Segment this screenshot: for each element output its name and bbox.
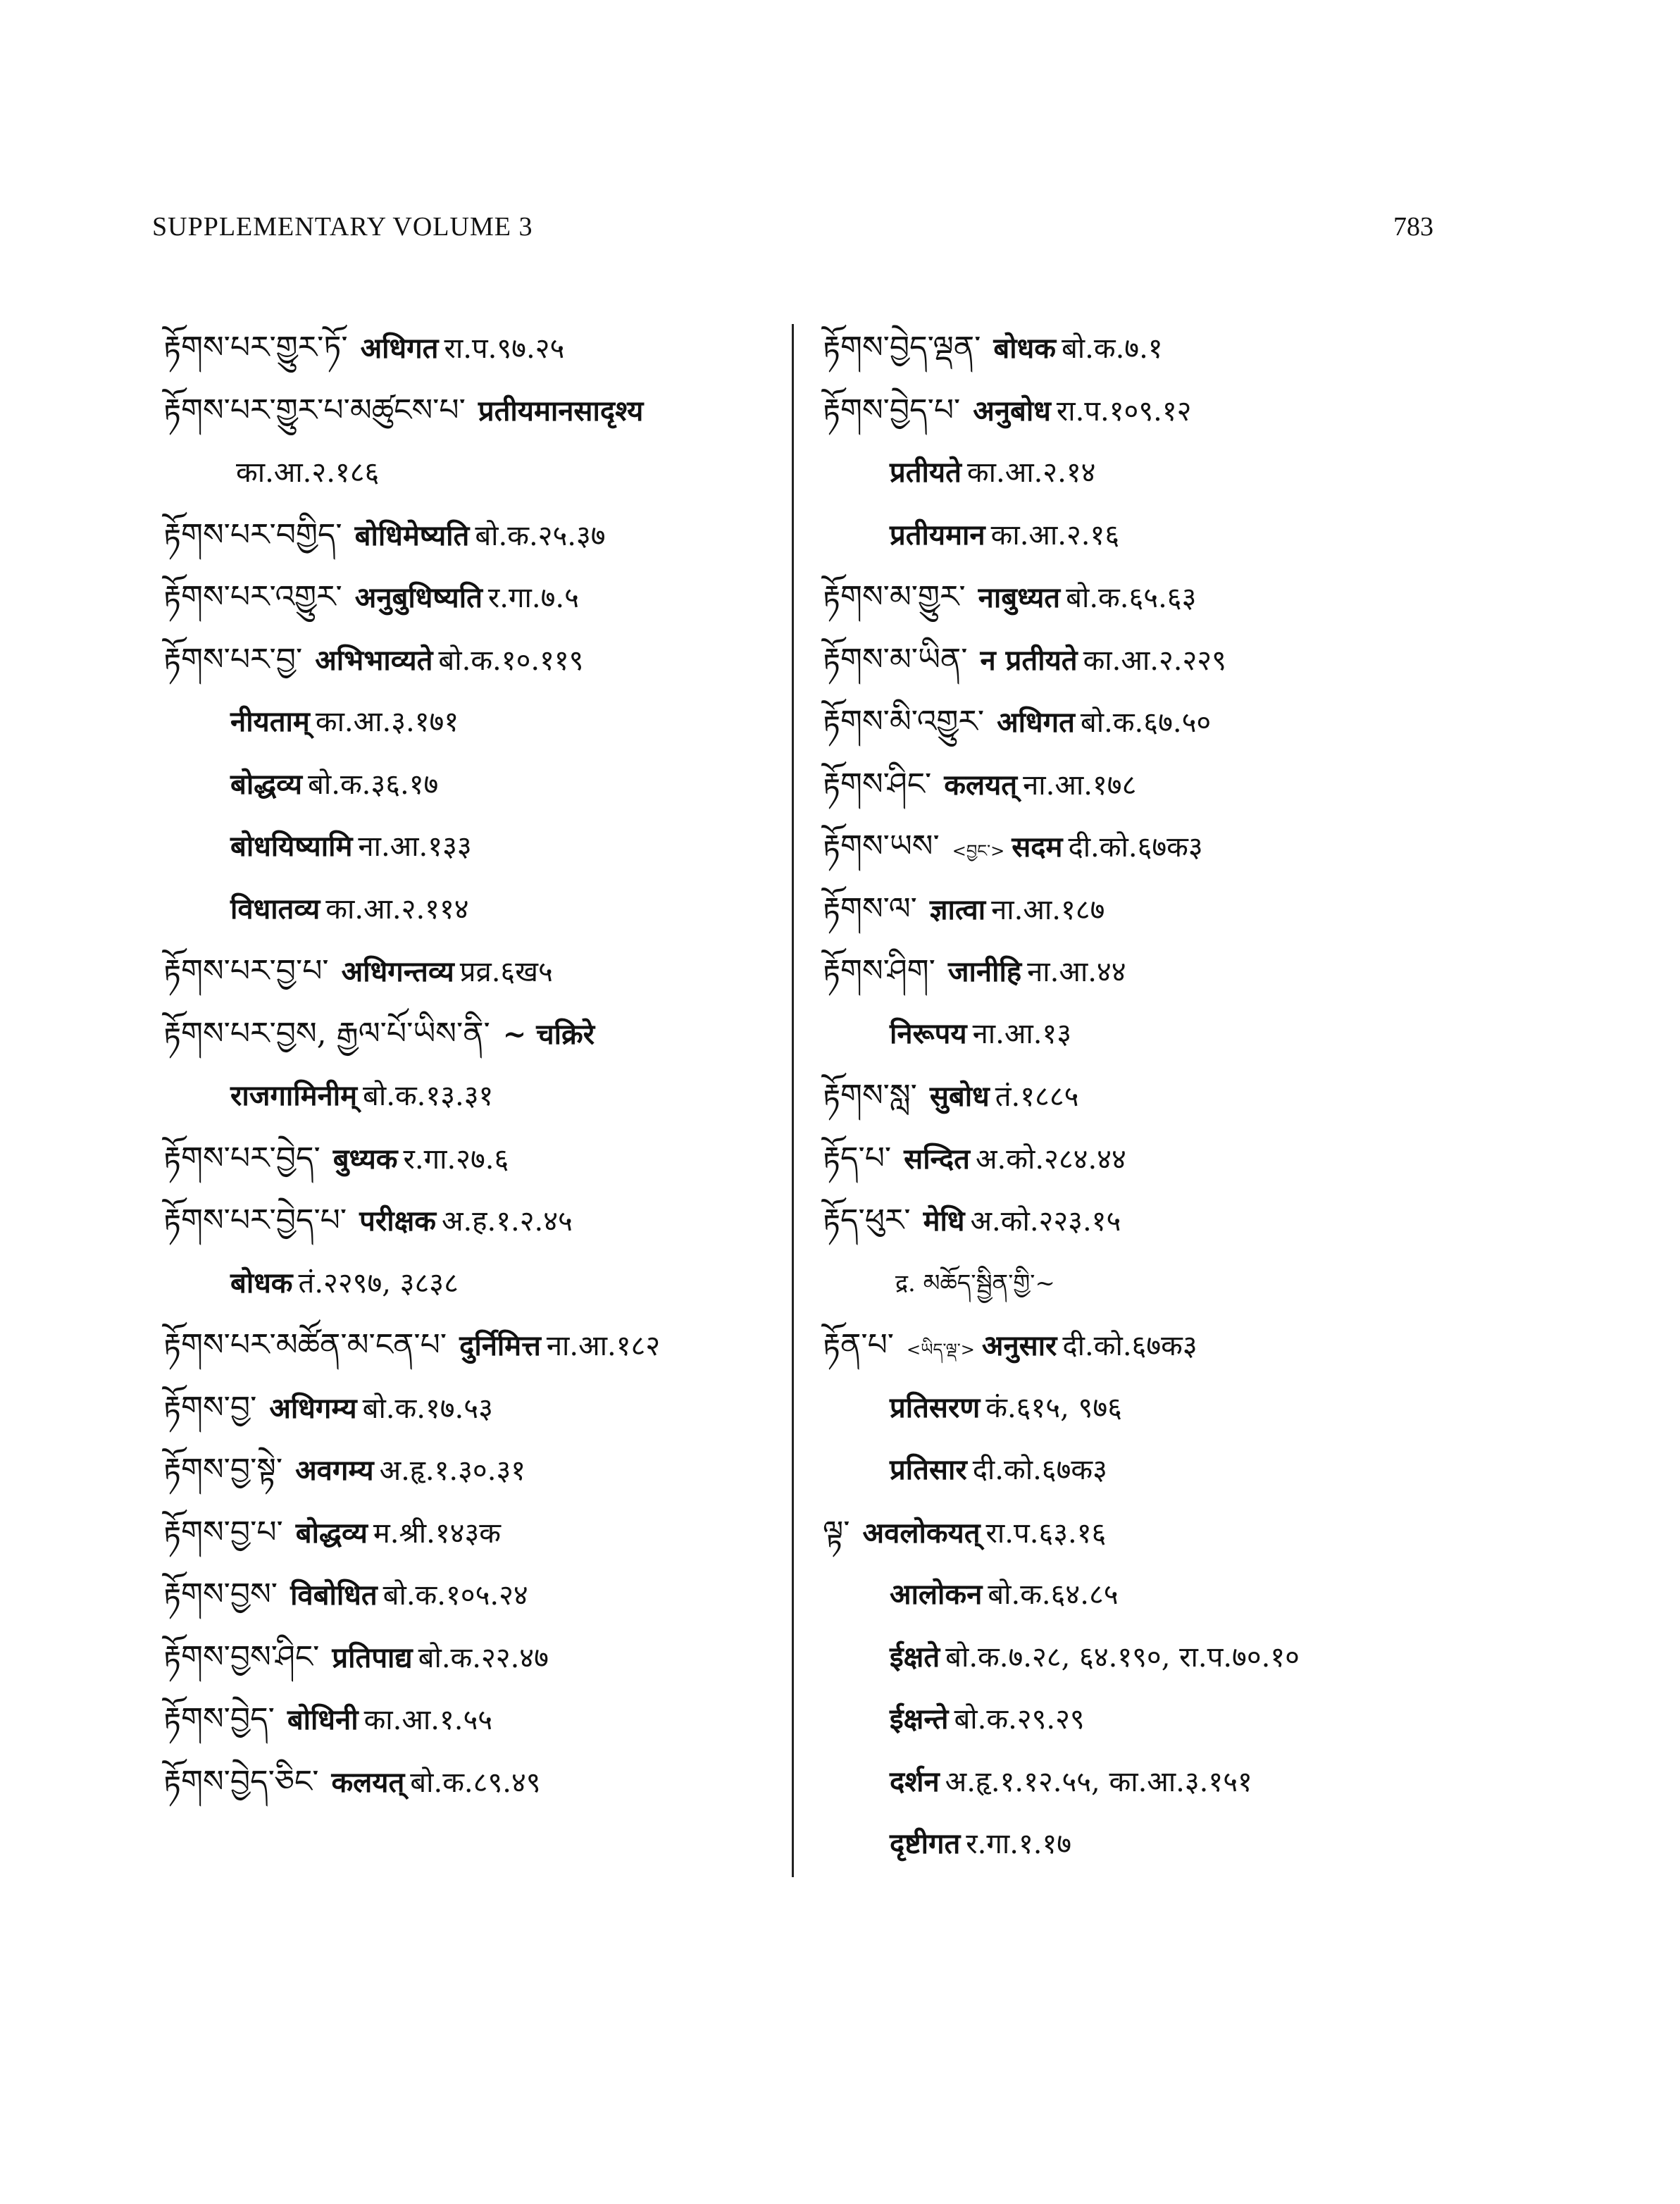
sanskrit-equivalent: जानीहि [947,955,1022,988]
dictionary-entry [823,1502,1443,1564]
dictionary-subentry [163,1252,783,1315]
source-reference: रा.प.९७.२५ [444,332,565,365]
source-reference: तं.२२९७, ३८३८ [298,1266,459,1300]
dictionary-entry [823,940,1443,1003]
sanskrit-equivalent: कलयत् [944,768,1018,802]
dictionary-subentry [823,1439,1443,1502]
sanskrit-equivalent: बोद्धव्य [230,767,303,801]
dictionary-subentry [823,504,1443,567]
tibetan-headword: རྟོགས་པར་བགྱིད་ [163,516,342,553]
source-reference: बो.क.३६.१७ [308,768,439,801]
sanskrit-equivalent: आलोकन [890,1578,983,1611]
source-reference: तं.१८८५ [995,1081,1079,1113]
source-reference: का.आ.२.१८६ [236,456,380,489]
sanskrit-equivalent: विबोधित [290,1579,378,1612]
dictionary-entry [163,1502,783,1564]
source-reference: ना.आ.१७८ [1023,768,1137,802]
page-header [152,211,1433,254]
tibetan-headword: རྟོགས་པར་བྱས, རྒྱལ་པོ་ཡིས་ནི་ [163,1015,490,1052]
dictionary-entry [823,1190,1443,1252]
dictionary-entry [163,380,783,442]
sanskrit-equivalent: बोधिनी [287,1703,359,1736]
dictionary-subentry [823,1003,1443,1066]
source-reference: र.गा.१.१७ [966,1828,1072,1860]
dictionary-entry [823,691,1443,754]
source-reference: बो.क.१७.५३ [362,1392,493,1425]
tibetan-headword: ལྟ་ [823,1514,850,1550]
sanskrit-equivalent: ज्ञात्वा [929,892,986,926]
sanskrit-equivalent: अवलोकयत् [862,1516,981,1550]
sanskrit-equivalent: ~ चक्रिरे [502,1017,595,1051]
sanskrit-equivalent: प्रतिसार [890,1453,967,1486]
sanskrit-equivalent: बोधक [230,1266,293,1300]
source-reference: अ.हृ.१.१२.५५, का.आ.३.१५१ [945,1765,1252,1798]
source-reference: बो.क.६५.६३ [1066,582,1197,614]
source-reference: बो.क.२५.३७ [475,519,606,552]
tibetan-headword: རྟོགས་པར་འགྱུར་ [163,579,342,615]
sanskrit-equivalent: प्रतिपाद्य [332,1640,413,1674]
sanskrit-equivalent: बोधक [993,332,1056,365]
dictionary-subentry [163,691,783,754]
tibetan-headword: རྟོགས་བྱས་ཤིང་ [163,1638,320,1675]
sanskrit-equivalent: न प्रतीयते [980,643,1078,677]
dictionary-entry [163,1128,783,1190]
dictionary-subentry [823,1252,1443,1315]
sanskrit-equivalent: नीयताम् [230,705,310,738]
sanskrit-equivalent: कलयत् [331,1765,405,1799]
sanskrit-equivalent: अभिभाव्यते [315,643,433,677]
dictionary-entry [163,1626,783,1689]
dictionary-entry [823,754,1443,816]
sanskrit-equivalent: अधिगन्तव्य [341,955,454,988]
dictionary-entry [163,1377,783,1440]
source-reference: म.श्री.१४३क [373,1517,501,1550]
left-column [163,317,783,1813]
source-tag: <བྱང་> [952,841,1005,861]
sanskrit-equivalent: नाबुध्यत [978,581,1061,614]
sanskrit-equivalent: बुध्यक [332,1142,398,1176]
source-reference: अ.को.२८४.४४ [975,1143,1126,1176]
source-reference: र.गा.२७.६ [403,1143,509,1176]
source-reference: अ.ह.१.२.४५ [441,1205,573,1238]
source-reference: बो.क.६७.५० [1080,706,1212,739]
source-reference: दी.को.६७क३ [1062,1330,1197,1362]
sanskrit-equivalent: सदम [1012,830,1063,864]
dictionary-subentry [823,1626,1443,1689]
source-reference: का.आ.२.१६ [990,518,1120,552]
dictionary-subentry [163,754,783,816]
page-number: 783 [1393,212,1433,242]
sanskrit-equivalent: सुबोध [929,1080,990,1113]
tibetan-headword: རྟོགས་པར་གྱུར་པ་མཚུངས་པ་ [163,392,466,428]
dictionary-subentry [823,1813,1443,1876]
dictionary-entry [823,816,1443,878]
source-reference: बो.क.६४.८५ [988,1579,1119,1611]
tibetan-headword: རྟོགས་པར་བྱེད་པ་ [163,1202,347,1238]
source-reference: का.आ.२.२२९ [1083,644,1226,677]
dictionary-subentry [823,1751,1443,1814]
source-reference: रा.प.६३.१६ [985,1517,1107,1550]
source-reference: ना.आ.१८७ [991,893,1105,926]
dictionary-entry [823,380,1443,442]
source-reference: ना.आ.१३ [972,1017,1072,1050]
dictionary-entry [823,629,1443,692]
tibetan-headword: རྟོགས་མ་ཡིན་ [823,641,968,678]
tibetan-headword: རྟོགས་བྱ་སྟེ་ [163,1452,283,1488]
tibetan-headword: རྟོགས་ཤིང་ [823,766,932,802]
tibetan-headword: རྟོགས་པར་བྱེད་ [163,1140,321,1176]
source-reference: दी.को.६७क३ [972,1454,1107,1486]
sanskrit-equivalent: सन्दित [904,1142,970,1176]
dictionary-entry [823,317,1443,380]
sanskrit-equivalent: ईक्षन्ते [890,1702,949,1736]
source-reference: ना.आ.१८२ [546,1330,661,1362]
sanskrit-equivalent: बोद्धव्य [295,1516,368,1550]
dictionary-entry [823,1065,1443,1128]
source-tag: <ཡིད་ལྡ་> [907,1340,975,1359]
source-reference: बो.क.२९.२९ [954,1703,1085,1736]
sanskrit-equivalent: अधिगत [360,332,439,365]
tibetan-headword: རྟོགས་པར་མཚོན་མ་ངན་པ་ [163,1327,447,1363]
dictionary-entry [823,1314,1443,1377]
sanskrit-equivalent: अनुबुधिष्यति [354,581,483,614]
dictionary-subentry [823,442,1443,504]
sanskrit-equivalent: अधिगत [997,706,1075,739]
sanskrit-equivalent: दुर्निमित्त [459,1329,541,1362]
sanskrit-equivalent: दृष्टीगत [890,1827,961,1860]
source-reference: अ.हृ.१.३०.३१ [379,1455,526,1487]
dictionary-subentry [823,1688,1443,1751]
tibetan-headword: རྟོགས་བྱེད་ལྡན་ [823,330,981,366]
tibetan-headword: རྟོད་པ་ [823,1140,892,1176]
sanskrit-equivalent: परीक्षक [359,1204,436,1238]
dictionary-entry [823,1128,1443,1190]
dictionary-entry [163,1190,783,1252]
source-reference: बो.क.७.१ [1061,332,1163,365]
tibetan-headword: རྟོགས་བྱེད་པ་ [823,392,961,428]
dictionary-entry [163,940,783,1003]
sanskrit-equivalent: दर्शन [890,1764,940,1798]
tibetan-headword: རྟོགས་པར་བྱ་པ་ [163,953,329,989]
dictionary-entry [163,1439,783,1502]
sanskrit-equivalent: बोधयिष्यामि [230,830,353,863]
dictionary-entry [163,629,783,692]
source-reference: बो.क.१३.३१ [363,1080,494,1112]
source-reference: का.आ.२.११४ [325,892,469,926]
source-reference: बो.क.७.२८, ६४.१९०, रा.प.७०.१० [945,1640,1300,1674]
tibetan-headword: རྟོགས་བྱ་པ་ [163,1514,283,1550]
dictionary-entry [163,317,783,380]
source-reference: का.आ.३.१७१ [315,706,459,738]
dictionary-entry [163,1003,783,1066]
dictionary-entry [163,1564,783,1626]
column-divider [792,324,794,1877]
dictionary-entry [163,504,783,567]
tibetan-headword: རྟོགས་ཤིག་ [823,953,935,989]
tibetan-headword: རྟོད་ཕུར་ [823,1202,911,1238]
source-reference: ना.आ.४४ [1027,956,1126,988]
dictionary-subentry [163,442,783,504]
source-reference: कं.६१५, ९७६ [985,1391,1122,1424]
sanskrit-equivalent: विधातव्य [230,892,321,926]
dictionary-entry [163,1314,783,1377]
dictionary-entry [823,566,1443,629]
dictionary-subentry [163,878,783,941]
sanskrit-equivalent: अनुबोध [973,394,1051,428]
tibetan-headword: རྟོགས་བྱ་ [163,1389,257,1426]
sanskrit-equivalent: राजगामिनीम् [230,1079,358,1112]
tibetan-headword: རྟོགས་མ་གྱུར་ [823,579,966,615]
dictionary-entry [163,566,783,629]
source-reference: द्र. མཆོད་སྦྱིན་གྱི་~ [895,1269,1055,1297]
dictionary-subentry [163,816,783,878]
tibetan-headword: རྟོགས་བྱེད་ [163,1701,275,1737]
source-reference: बो.क.१०.११९ [438,644,584,677]
source-reference: अ.को.२२३.१५ [970,1205,1121,1238]
sanskrit-equivalent: प्रतीयमानसादृश्य [478,394,644,428]
tibetan-headword: རྟོན་པ་ [823,1327,895,1363]
source-reference: दी.को.६७क३ [1068,831,1203,864]
tibetan-headword: རྟོགས་བྱས་ [163,1576,278,1612]
sanskrit-equivalent: ईक्षते [890,1640,940,1674]
sanskrit-equivalent: निरूपय [890,1016,967,1050]
right-column [823,317,1443,1876]
sanskrit-equivalent: अवगम्य [295,1454,374,1487]
dictionary-entry [163,1751,783,1814]
source-reference: का.आ.१.५५ [363,1704,493,1736]
source-reference: बो.क.८९.४९ [410,1766,541,1799]
dictionary-subentry [823,1377,1443,1440]
sanskrit-equivalent: मेधि [923,1204,965,1238]
source-reference: प्रव्र.६ख५ [459,956,553,988]
sanskrit-equivalent: बोधिमेष्यति [354,518,470,552]
source-reference: र.गा.७.५ [487,582,579,614]
dictionary-subentry [163,1065,783,1128]
source-reference: ना.आ.१३३ [358,830,472,863]
source-reference: बो.क.२२.४७ [418,1641,549,1674]
tibetan-headword: རྟོགས་བྱེད་ཅིང་ [163,1763,319,1800]
sanskrit-equivalent: अनुसार [981,1329,1057,1362]
sanskrit-equivalent: प्रतिसरण [890,1390,981,1424]
dictionary-entry [163,1688,783,1751]
sanskrit-equivalent: प्रतीयमान [890,518,985,552]
source-reference: का.आ.२.१४ [966,456,1096,489]
tibetan-headword: རྟོགས་ཡས་ [823,828,940,864]
dictionary-subentry [823,1564,1443,1626]
tibetan-headword: རྟོགས་མི་འགྱུར་ [823,704,985,740]
sanskrit-equivalent: प्रतीयते [890,456,962,489]
source-reference: बो.क.१०५.२४ [382,1579,528,1612]
sanskrit-equivalent: अधिगम्य [269,1391,357,1425]
dictionary-entry [823,878,1443,941]
tibetan-headword: རྟོགས་པར་གྱུར་ཏོ་ [163,330,348,366]
running-title: SUPPLEMENTARY VOLUME 3 [152,212,533,242]
tibetan-headword: རྟོགས་སླ་ [823,1078,917,1114]
source-reference: रा.प.१०९.१२ [1056,394,1192,428]
tibetan-headword: རྟོགས་ལ་ [823,890,917,927]
tibetan-headword: རྟོགས་པར་བྱ་ [163,641,303,678]
